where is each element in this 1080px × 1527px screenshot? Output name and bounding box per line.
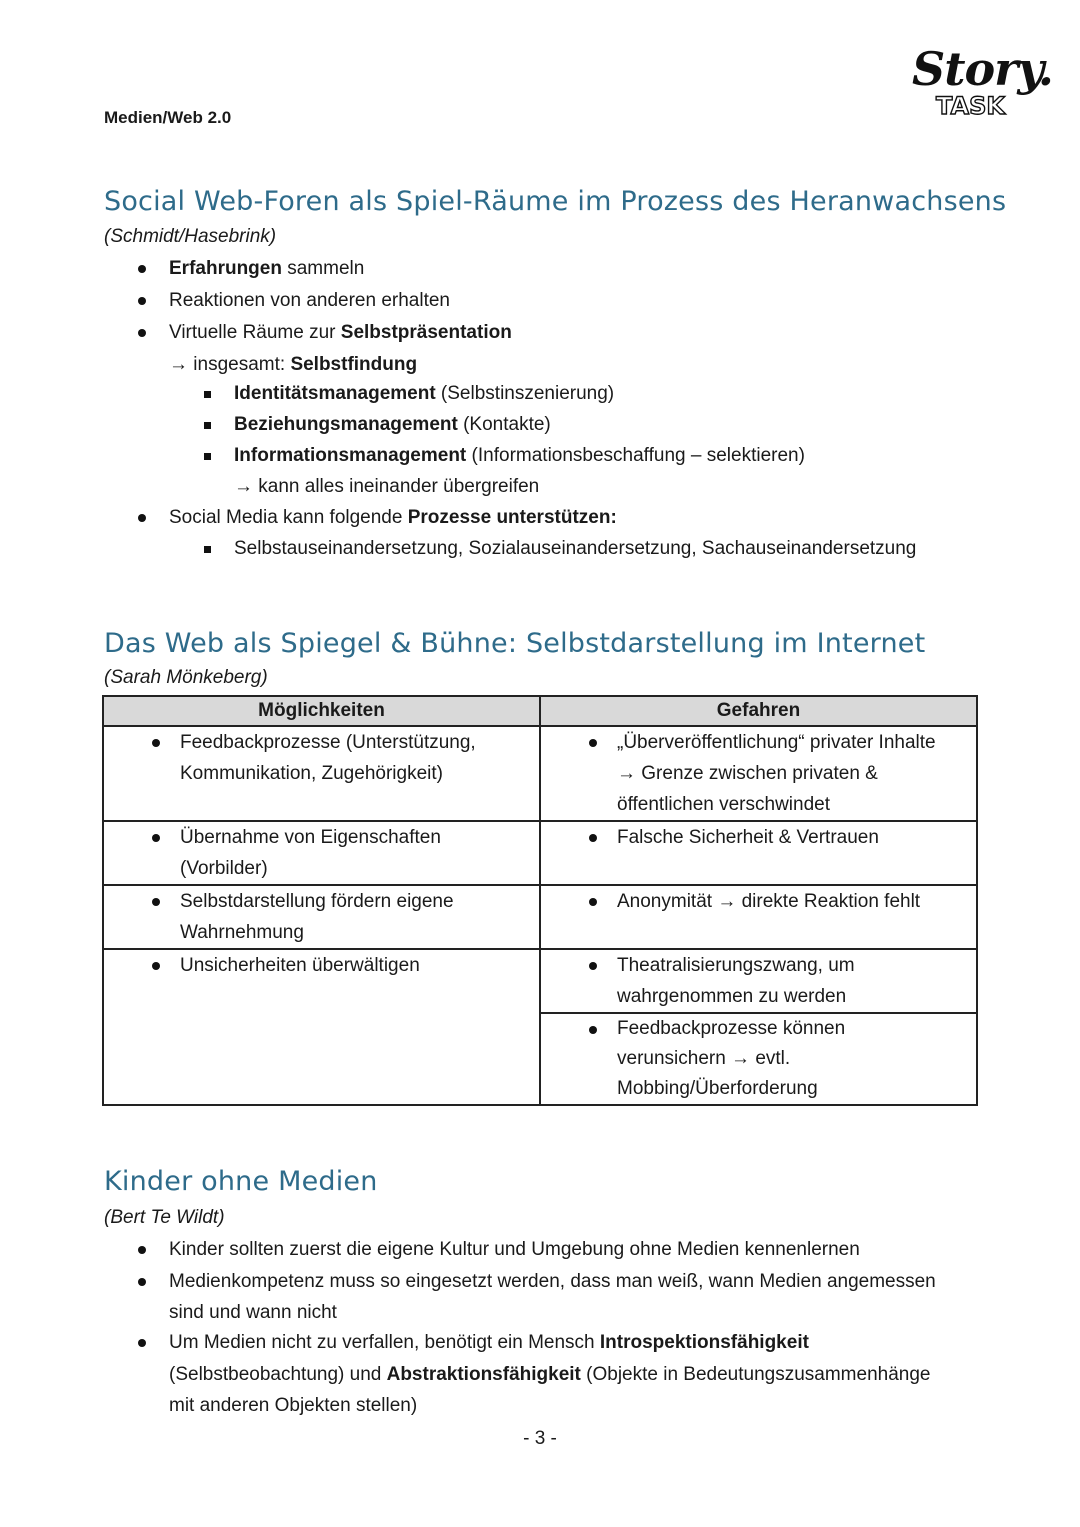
list-item: Erfahrungen sammeln <box>169 258 365 279</box>
logo-word: TASK <box>936 92 1005 120</box>
list-item-continuation: (Selbstbeobachtung) und Abstraktionsfähigkeit (Objekte in Bedeutungszusammenhänge <box>169 1364 931 1385</box>
table-cell <box>103 821 540 885</box>
table-cell-item: Selbstdarstellung fördern eigene Wahrnehmung <box>180 886 539 948</box>
section-author: (Schmidt/Hasebrink) <box>104 226 277 247</box>
table-header: Gefahren <box>540 696 977 726</box>
story-task-logo <box>912 42 1053 128</box>
sub-list-item: Identitätsmanagement (Selbstinszenierung) <box>234 383 615 404</box>
table-cell <box>103 726 540 821</box>
table-cell-item: Feedbackprozesse können verunsichern → evtl. Mobbing/Überforderung <box>617 1014 976 1104</box>
table-cell <box>103 949 540 1105</box>
list-item: Reaktionen von anderen erhalten <box>169 290 450 311</box>
list-item: Um Medien nicht zu verfallen, benötigt ein Mensch Introspektionsfähigkeit <box>169 1332 809 1353</box>
arrow-note: → kann alles ineinander übergreifen <box>234 476 540 497</box>
list-item: Medienkompetenz muss so eingesetzt werden, dass man weiß, wann Medien angemessen <box>169 1271 936 1292</box>
section-title-web-spiegel: Das Web als Spiegel & Bühne: Selbstdarstellung im Internet <box>104 628 926 659</box>
logo-script: Story. <box>912 42 1053 96</box>
table-cell <box>540 821 977 885</box>
table-cell <box>540 726 977 821</box>
list-item-continuation: sind und wann nicht <box>169 1302 337 1323</box>
table-cell <box>103 885 540 949</box>
sub-list-item: Informationsmanagement (Informationsbeschaffung – selektieren) <box>234 445 805 466</box>
table-cell-item: Unsicherheiten überwältigen <box>180 950 539 981</box>
sub-list-item: Beziehungsmanagement (Kontakte) <box>234 414 551 435</box>
header-label: Medien/Web 2.0 <box>104 108 232 127</box>
arrow-note: → insgesamt: Selbstfindung <box>169 354 418 375</box>
list-item: Virtuelle Räume zur Selbstpräsentation <box>169 322 512 343</box>
table-cell-item: Anonymität → direkte Reaktion fehlt <box>617 886 976 917</box>
table-cell-item: Falsche Sicherheit & Vertrauen <box>617 822 976 853</box>
table-cell <box>540 885 977 949</box>
table-cell-item: Übernahme von Eigenschaften (Vorbilder) <box>180 822 539 884</box>
table-cell <box>540 1013 977 1105</box>
table-cell-item: Feedbackprozesse (Unterstützung, Kommunikation, Zugehörigkeit) <box>180 727 539 789</box>
section-title-social-web: Social Web-Foren als Spiel-Räume im Prozess des Heranwachsens <box>104 186 1007 217</box>
section-author: (Bert Te Wildt) <box>104 1207 225 1228</box>
section-author: (Sarah Mönkeberg) <box>104 667 268 688</box>
list-item-continuation: mit anderen Objekten stellen) <box>169 1395 418 1416</box>
list-item: Social Media kann folgende Prozesse unterstützen: <box>169 507 617 528</box>
table-header: Möglichkeiten <box>103 696 540 726</box>
sub-list-item: Selbstauseinandersetzung, Sozialauseinandersetzung, Sachauseinandersetzung <box>234 538 917 559</box>
section-title-kinder-ohne-medien: Kinder ohne Medien <box>104 1166 378 1197</box>
comparison-table <box>102 695 978 1106</box>
page-number: - 3 - <box>523 1428 557 1449</box>
table-cell-item: Theatralisierungszwang, um wahrgenommen zu werden <box>617 950 976 1012</box>
list-item: Kinder sollten zuerst die eigene Kultur und Umgebung ohne Medien kennenlernen <box>169 1239 860 1260</box>
table-cell-item: „Überveröffentlichung“ privater Inhalte → Grenze zwischen privaten & öffentlichen verschwindet <box>617 727 976 820</box>
table-cell <box>540 949 977 1013</box>
